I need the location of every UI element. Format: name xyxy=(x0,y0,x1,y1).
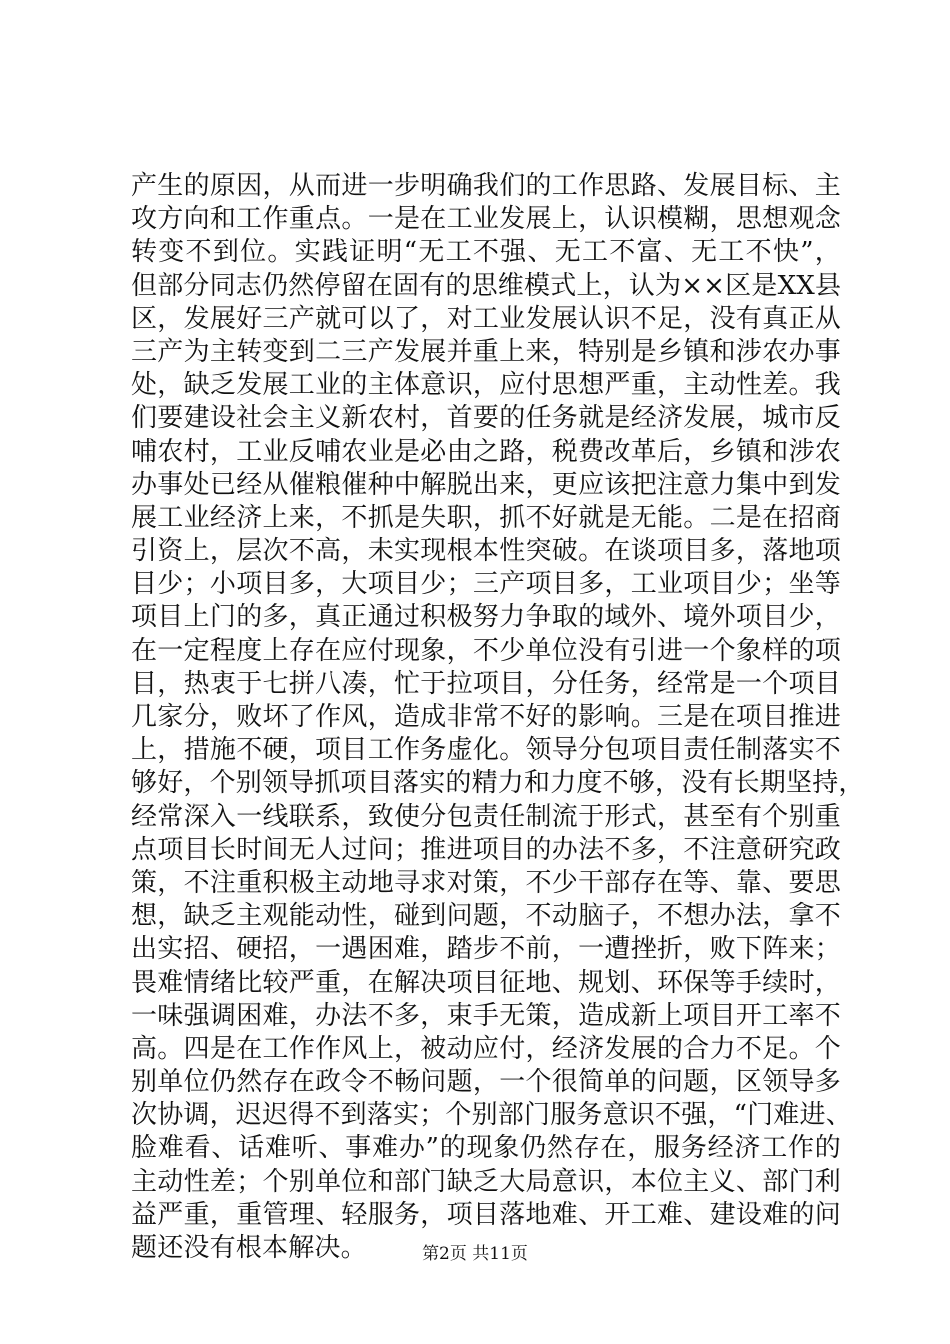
text-line: 产生的原因，从而进一步明确我们的工作思路、发展目标、主 xyxy=(131,171,841,201)
text-line: 几家分，败坏了作风，造成非常不好的影响。三是在项目推进 xyxy=(131,702,841,732)
text-line: 项目上门的多，真正通过积极努力争取的域外、境外项目少， xyxy=(131,602,841,633)
text-line: 哺农村，工业反哺农业是必由之路，税费改革后，乡镇和涉农 xyxy=(131,436,841,467)
text-line: 够好，个别领导抓项目落实的精力和力度不够，没有长期坚持， xyxy=(131,768,865,799)
text-line: 区，发展好三产就可以了，对工业发展认识不足，没有真正从 xyxy=(131,303,841,334)
text-line: 一味强调困难，办法不多，束手无策，造成新上项目开工率不 xyxy=(131,1000,841,1031)
text-line: 攻方向和工作重点。一是在工业发展上，认识模糊，思想观念 xyxy=(131,204,841,235)
text-line: 展工业经济上来，不抓是失职，抓不好就是无能。二是在招商 xyxy=(131,502,841,533)
text-line: 别单位仍然存在政令不畅问题，一个很简单的问题，区领导多 xyxy=(131,1067,841,1098)
text-line: 经常深入一线联系，致使分包责任制流于形式，甚至有个别重 xyxy=(131,801,841,832)
text-line: 畏难情绪比较严重，在解决项目征地、规划、环保等手续时， xyxy=(131,967,841,998)
text-line: 三产为主转变到二三产发展并重上来，特别是乡镇和涉农办事 xyxy=(131,336,841,367)
text-line: 策，不注重积极主动地寻求对策，不少干部存在等、靠、要思 xyxy=(131,867,841,898)
text-line: 在一定程度上存在应付现象，不少单位没有引进一个象样的项 xyxy=(131,635,841,666)
text-line: 转变不到位。实践证明“无工不强、无工不富、无工不快”， xyxy=(131,237,841,268)
text-line: 脸难看、话难听、事难办”的现象仍然存在，服务经济工作的 xyxy=(131,1133,841,1164)
text-line: 处，缺乏发展工业的主体意识，应付思想严重，主动性差。我 xyxy=(131,370,841,401)
text-line: 办事处已经从催粮催种中解脱出来，更应该把注意力集中到发 xyxy=(131,469,841,500)
body-paragraph xyxy=(131,170,865,1265)
text-line: 次协调，迟迟得不到落实；个别部门服务意识不强，“门难进、 xyxy=(131,1100,852,1131)
text-line: 但部分同志仍然停留在固有的思维模式上，认为××区是XX县 xyxy=(131,270,842,301)
text-line: 引资上，层次不高，未实现根本性突破。在谈项目多，落地项 xyxy=(131,536,841,567)
text-line: 出实招、硬招，一遇困难，踏步不前，一遭挫折，败下阵来； xyxy=(131,934,841,965)
text-line: 们要建设社会主义新农村，首要的任务就是经济发展，城市反 xyxy=(131,403,841,434)
text-line: 想，缺乏主观能动性，碰到问题，不动脑子，不想办法，拿不 xyxy=(131,901,841,932)
text-line: 目少；小项目多，大项目少；三产项目多，工业项目少；坐等 xyxy=(131,569,841,600)
text-line: 题还没有根本解决。 xyxy=(131,1233,367,1263)
text-line: 益严重，重管理、轻服务，项目落地难、开工难、建设难的问 xyxy=(131,1199,841,1230)
text-line: 上，措施不硬，项目工作务虚化。领导分包项目责任制落实不 xyxy=(131,735,841,766)
text-line: 点项目长时间无人过问；推进项目的办法不多，不注意研究政 xyxy=(131,834,841,865)
text-line: 主动性差；个别单位和部门缺乏大局意识，本位主义、部门利 xyxy=(131,1166,841,1197)
text-line: 高。四是在工作作风上，被动应付，经济发展的合力不足。个 xyxy=(131,1033,841,1064)
text-line: 目，热衷于七拼八凑，忙于拉项目，分任务，经常是一个项目 xyxy=(131,668,841,699)
page-footer: 第2页 共11页 xyxy=(422,1244,528,1264)
